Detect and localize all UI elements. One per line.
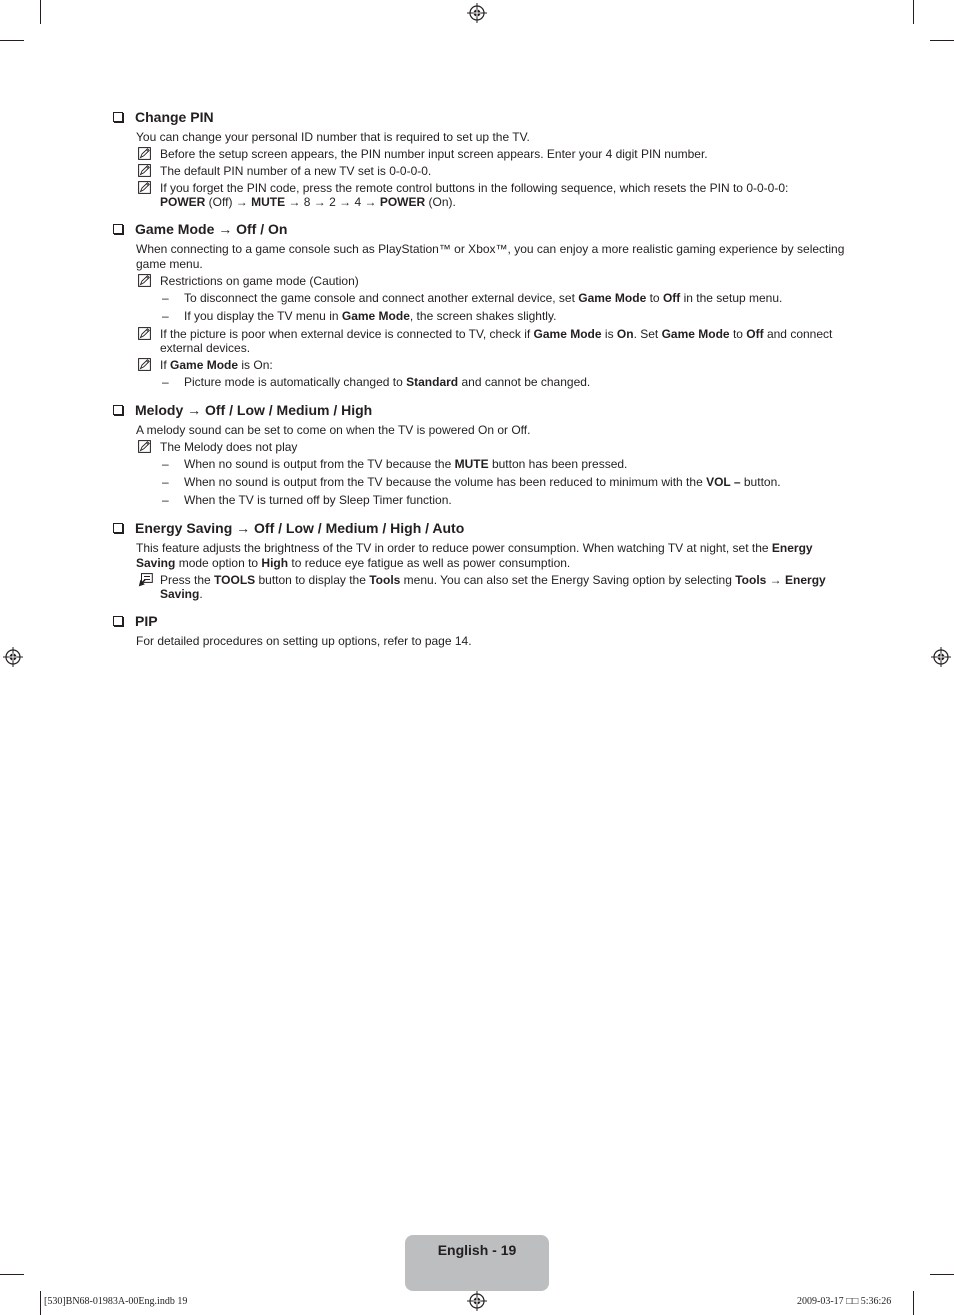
note-text bbox=[160, 164, 847, 178]
bold-term: Tools bbox=[369, 573, 401, 587]
body-paragraph bbox=[112, 634, 847, 649]
text-line bbox=[136, 130, 847, 145]
text-line bbox=[160, 440, 847, 454]
text-run: menu. You can also set the Energy Saving option by selecting bbox=[400, 573, 736, 587]
text-run: You can change your personal ID number that is required to set up the TV. bbox=[136, 130, 530, 144]
section-heading bbox=[112, 612, 847, 630]
section-heading bbox=[112, 401, 847, 419]
section-title: Change PIN bbox=[135, 109, 214, 125]
text-run: To disconnect the game console and connect another external device, set bbox=[184, 291, 579, 305]
bold-term: Off bbox=[662, 291, 681, 305]
print-slug-right: 2009-03-17 □□ 5:36:26 bbox=[797, 1296, 892, 1307]
dash-bullet: – bbox=[162, 309, 169, 323]
text-run: If the picture is poor when external device is connected to TV, check if bbox=[160, 327, 534, 341]
memo-icon bbox=[138, 274, 160, 288]
text-line bbox=[184, 493, 847, 508]
section-title: Energy Saving → Off / Low / Medium / High / Auto bbox=[135, 520, 465, 536]
text-run: Before the setup screen appears, the PIN number input screen appears. Enter your 4 digit PIN number. bbox=[160, 147, 708, 161]
note-text bbox=[160, 327, 847, 355]
registration-mark-icon bbox=[931, 647, 951, 667]
page-number: English - 19 bbox=[437, 1242, 517, 1258]
bold-term: On bbox=[616, 327, 634, 341]
tools-icon bbox=[138, 573, 160, 587]
text-line bbox=[136, 423, 847, 438]
crop-mark bbox=[913, 1291, 914, 1315]
text-run: to bbox=[646, 291, 663, 305]
registration-mark-icon bbox=[467, 1291, 487, 1311]
text-run: This feature adjusts the brightness of the TV in order to reduce power consumption. When watching TV at night, set the bbox=[136, 541, 772, 555]
text-line bbox=[160, 573, 847, 601]
dash-text bbox=[184, 375, 847, 390]
crop-mark bbox=[0, 40, 24, 41]
note-text bbox=[160, 440, 847, 454]
checkbox-bullet-icon bbox=[113, 405, 123, 415]
section bbox=[112, 612, 847, 649]
section bbox=[112, 401, 847, 508]
registration-mark-icon bbox=[3, 647, 23, 667]
dash-bullet: – bbox=[162, 493, 169, 507]
text-line bbox=[184, 291, 847, 306]
text-line bbox=[184, 457, 847, 472]
text-run: . bbox=[199, 587, 203, 601]
text-line bbox=[160, 274, 847, 288]
crop-mark bbox=[930, 40, 954, 41]
bold-term: Game Mode bbox=[170, 358, 239, 372]
bold-term: Game Mode bbox=[578, 291, 647, 305]
bold-term: Off bbox=[746, 327, 764, 341]
memo-icon bbox=[138, 358, 160, 372]
body-paragraph bbox=[112, 242, 847, 272]
bold-term: Game Mode bbox=[341, 309, 410, 323]
bold-term: High bbox=[261, 556, 289, 570]
note-text bbox=[160, 147, 847, 161]
memo-note bbox=[112, 164, 847, 178]
bold-term: Standard bbox=[406, 375, 459, 389]
bold-term: TOOLS bbox=[214, 573, 256, 587]
text-run: (On). bbox=[425, 195, 456, 209]
text-line bbox=[160, 164, 847, 178]
bold-term: Game Mode bbox=[661, 327, 730, 341]
bold-term: MUTE bbox=[454, 457, 489, 471]
text-run: Press the bbox=[160, 573, 215, 587]
text-run: When the TV is turned off by Sleep Timer function. bbox=[184, 493, 452, 507]
memo-icon bbox=[138, 327, 160, 341]
text-run: If you forget the PIN code, press the remote control buttons in the following sequence, which resets the PIN to 0-0-0-0: bbox=[160, 181, 789, 195]
memo-note bbox=[112, 274, 847, 288]
crop-mark bbox=[913, 0, 914, 24]
section-heading bbox=[112, 220, 847, 238]
text-line bbox=[160, 327, 847, 355]
text-run: is On: bbox=[238, 358, 273, 372]
text-line bbox=[160, 358, 847, 372]
dash-bullet: – bbox=[162, 291, 169, 305]
section-heading bbox=[112, 519, 847, 537]
checkbox-bullet-icon bbox=[113, 616, 123, 626]
text-run: The Melody does not play bbox=[160, 440, 298, 454]
text-run: button has been pressed. bbox=[488, 457, 628, 471]
text-run: A melody sound can be set to come on when the TV is powered On or Off. bbox=[136, 423, 531, 437]
dash-text bbox=[184, 493, 847, 508]
tools-note bbox=[112, 573, 847, 601]
section bbox=[112, 108, 847, 209]
dash-bullet: – bbox=[162, 375, 169, 389]
memo-icon bbox=[138, 181, 160, 195]
text-run: is bbox=[601, 327, 617, 341]
text-run: to bbox=[729, 327, 747, 341]
text-run: When no sound is output from the TV because the volume has been reduced to minimum with the bbox=[184, 475, 707, 489]
text-line bbox=[160, 195, 847, 209]
section-title: PIP bbox=[135, 613, 158, 629]
registration-mark-icon bbox=[467, 3, 487, 23]
bold-term: POWER bbox=[160, 195, 206, 209]
body-paragraph bbox=[112, 130, 847, 145]
dash-text bbox=[184, 457, 847, 472]
memo-note bbox=[112, 440, 847, 454]
text-line bbox=[136, 634, 847, 649]
bold-term: POWER bbox=[379, 195, 426, 209]
text-line bbox=[184, 375, 847, 390]
memo-icon bbox=[138, 440, 160, 454]
dash-bullet: – bbox=[162, 457, 169, 471]
crop-mark bbox=[40, 0, 41, 24]
dash-text bbox=[184, 309, 847, 324]
dash-text bbox=[184, 291, 847, 306]
text-run: button to display the bbox=[255, 573, 370, 587]
text-run: If bbox=[160, 358, 171, 372]
crop-mark bbox=[0, 1274, 24, 1275]
memo-note bbox=[112, 327, 847, 355]
bold-term: MUTE bbox=[251, 195, 286, 209]
bold-term: Tools → Energy Saving bbox=[160, 573, 826, 601]
section-title: Melody → Off / Low / Medium / High bbox=[135, 402, 373, 418]
memo-note bbox=[112, 147, 847, 161]
text-run: , the screen shakes slightly. bbox=[409, 309, 557, 323]
dash-item bbox=[112, 457, 847, 472]
dash-text bbox=[184, 475, 847, 490]
note-text bbox=[160, 181, 847, 209]
text-run: and cannot be changed. bbox=[458, 375, 591, 389]
text-line bbox=[136, 541, 847, 571]
memo-note bbox=[112, 358, 847, 372]
text-run: If you display the TV menu in bbox=[184, 309, 342, 323]
text-run: Picture mode is automatically changed to bbox=[184, 375, 407, 389]
memo-icon bbox=[138, 164, 160, 178]
text-run: For detailed procedures on setting up options, refer to page 14. bbox=[136, 634, 472, 648]
crop-mark bbox=[40, 1291, 41, 1315]
note-text bbox=[160, 358, 847, 372]
section-heading bbox=[112, 108, 847, 126]
checkbox-bullet-icon bbox=[113, 224, 123, 234]
bold-term: Game Mode bbox=[533, 327, 602, 341]
section bbox=[112, 220, 847, 390]
text-run: (Off) → bbox=[205, 195, 252, 209]
body-paragraph bbox=[112, 541, 847, 571]
text-line bbox=[160, 181, 847, 195]
text-run: and connect external devices. bbox=[160, 327, 833, 355]
text-line bbox=[136, 242, 847, 272]
text-line bbox=[184, 475, 847, 490]
bold-term: Energy Saving bbox=[136, 541, 813, 570]
text-line bbox=[184, 309, 847, 324]
text-line bbox=[160, 147, 847, 161]
text-run: in the setup menu. bbox=[680, 291, 783, 305]
manual-content bbox=[112, 108, 847, 660]
checkbox-bullet-icon bbox=[113, 523, 123, 533]
text-run: Restrictions on game mode (Caution) bbox=[160, 274, 359, 288]
print-slug-left: [530]BN68-01983A-00Eng.indb 19 bbox=[44, 1296, 188, 1307]
text-run: When connecting to a game console such as PlayStation™ or Xbox™, you can enjoy a more realistic gaming experience by selecting game menu. bbox=[136, 242, 845, 271]
text-run: . Set bbox=[633, 327, 662, 341]
dash-item bbox=[112, 291, 847, 306]
memo-note bbox=[112, 181, 847, 209]
checkbox-bullet-icon bbox=[113, 112, 123, 122]
memo-icon bbox=[138, 147, 160, 161]
text-run: button. bbox=[740, 475, 781, 489]
note-text bbox=[160, 274, 847, 288]
note-text bbox=[160, 573, 847, 601]
section bbox=[112, 519, 847, 601]
dash-bullet: – bbox=[162, 475, 169, 489]
text-run: When no sound is output from the TV because the bbox=[184, 457, 455, 471]
section-title: Game Mode → Off / On bbox=[135, 221, 288, 237]
bold-term: VOL – bbox=[706, 475, 741, 489]
dash-item bbox=[112, 309, 847, 324]
text-run: → 8 → 2 → 4 → bbox=[285, 195, 380, 209]
dash-item bbox=[112, 493, 847, 508]
text-run: mode option to bbox=[175, 556, 262, 570]
crop-mark bbox=[930, 1274, 954, 1275]
dash-item bbox=[112, 475, 847, 490]
text-run: The default PIN number of a new TV set is 0-0-0-0. bbox=[160, 164, 432, 178]
body-paragraph bbox=[112, 423, 847, 438]
text-run: to reduce eye fatigue as well as power consumption. bbox=[288, 556, 571, 570]
dash-item bbox=[112, 375, 847, 390]
